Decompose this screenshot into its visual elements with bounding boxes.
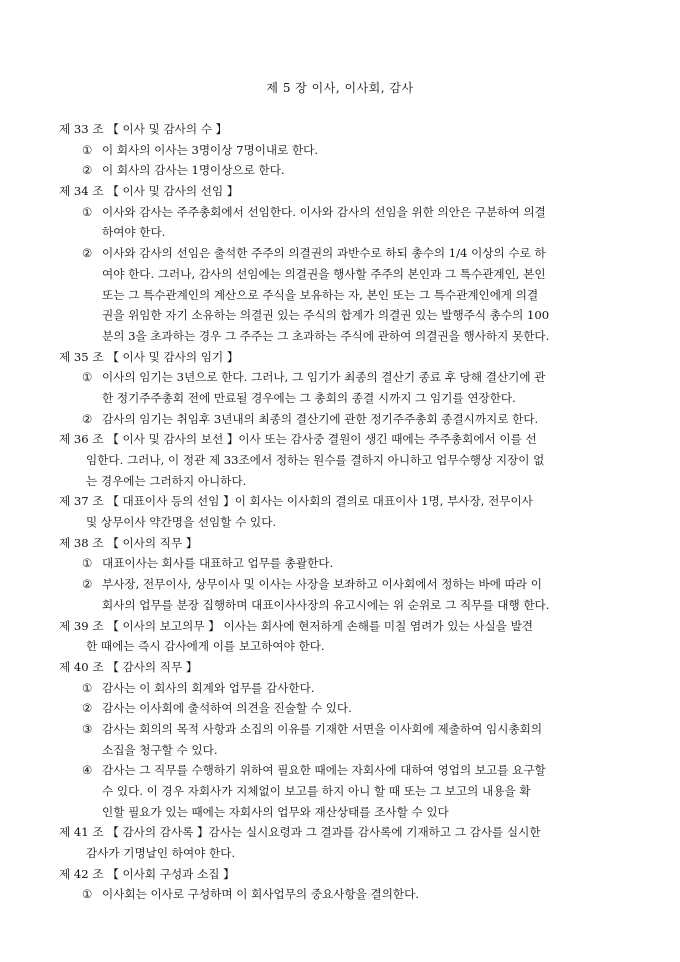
line-text: 제 33 조 【 이사 및 감사의 수 】 [59, 122, 228, 136]
article-continuation [0, 512, 680, 533]
line-text: 수 있다. 이 경우 자회사가 지체없이 보고를 하지 아니 할 때 또는 그 보고의 내용을 확 [102, 784, 531, 798]
clause-number: ④ [82, 763, 93, 778]
article-heading [0, 181, 680, 202]
line-text: 분의 3을 초과하는 경우 그 주주는 그 초과하는 주식에 관하여 의결권을 행사하지 못한다. [102, 328, 550, 343]
line-text: 및 상무이사 약간명을 선임할 수 있다. [86, 515, 277, 530]
clause-number: ③ [82, 721, 93, 736]
clause-number: ① [82, 204, 93, 219]
clause-item [0, 884, 680, 905]
chapter-title: 제 5 장 이사, 이사회, 감사 [266, 81, 414, 95]
line-text: 감사는 이 회사의 회계와 업무를 감사한다. [102, 680, 315, 695]
clause-item [0, 678, 680, 699]
line-text: 제 40 조 【 감사의 직무 】 [59, 659, 198, 674]
clause-item [0, 760, 680, 781]
line-text: 이 회사의 감사는 1명이상으로 한다. [102, 163, 285, 178]
line-text: 소집을 청구할 수 있다. [102, 742, 218, 757]
line-text: 제 36 조 【 이사 및 감사의 보선 】이사 또는 감사중 결원이 생긴 때에는 주주총회에서 이를 선 [59, 432, 537, 447]
line-text: 는 경우에는 그러하지 아니하다. [86, 473, 247, 488]
article-heading [0, 616, 680, 637]
clause-item [0, 409, 680, 430]
clause-continuation [0, 285, 680, 306]
line-text: 제 38 조 【 이사의 직무 】 [59, 535, 198, 550]
article-heading [0, 429, 680, 450]
clause-item [0, 243, 680, 264]
article-heading [0, 119, 680, 140]
clause-continuation [0, 388, 680, 409]
clause-number: ② [82, 577, 93, 592]
line-text: 감사의 임기는 취임후 3년내의 최종의 결산기에 관한 정기주주총회 종결시까지로 한다. [102, 411, 539, 426]
line-text: 이사와 감사는 주주총회에서 선임한다. 이사와 감사의 선임을 위한 의안은 구분하여 의결 [102, 204, 546, 219]
clause-number: ① [82, 142, 93, 157]
line-text: 하여야 한다. [102, 225, 166, 240]
line-text: 감사는 그 직무를 수행하기 위하여 필요한 때에는 자회사에 대하여 영업의 보고를 요구할 [102, 763, 546, 778]
article-continuation [0, 636, 680, 657]
clause-item [0, 160, 680, 181]
clause-item [0, 140, 680, 161]
line-text: 또는 그 특수관계인의 계산으로 주식을 보유하는 자, 본인 또는 그 특수관계인에게 의결 [102, 287, 539, 302]
clause-number: ① [82, 680, 93, 695]
line-text: 대표이사는 회사를 대표하고 업무를 총괄한다. [102, 556, 334, 571]
clause-number: ② [82, 163, 93, 178]
line-text: 한 때에는 즉시 감사에게 이를 보고하여야 한다. [86, 639, 325, 654]
article-heading [0, 657, 680, 678]
line-text: 감사는 회의의 목적 사항과 소집의 이유를 기재한 서면을 이사회에 제출하여 임시총회의 [102, 721, 543, 736]
clause-item [0, 574, 680, 595]
article-heading [0, 491, 680, 512]
line-text: 제 39 조 【 이사의 보고의무 】 이사는 회사에 현저하게 손해를 미칠 염려가 있는 사실을 발견 [59, 618, 534, 633]
clause-item [0, 719, 680, 740]
clause-number: ② [82, 701, 93, 716]
article-heading [0, 533, 680, 554]
article-heading [0, 347, 680, 368]
clause-continuation [0, 740, 680, 761]
line-text: 이사와 감사의 선임은 출석한 주주의 의결권의 과반수로 하되 총수의 1/4 이상의 수로 하 [102, 246, 546, 261]
clause-number: ① [82, 887, 93, 902]
line-text: 여야 한다. 그러나, 감사의 선임에는 의결권을 행사할 주주의 본인과 그 특수관계인, 본인 [102, 266, 546, 281]
clause-continuation [0, 781, 680, 802]
line-text: 제 42 조 【 이사회 구성과 소집 】 [59, 866, 235, 881]
clause-continuation [0, 305, 680, 326]
line-text: 이사의 임기는 3년으로 한다. 그러나, 그 임기가 최종의 결산기 종료 후 당해 결산기에 관 [102, 370, 546, 385]
article-continuation [0, 471, 680, 492]
document-body [0, 119, 680, 905]
line-text: 부사장, 전무이사, 상무이사 및 이사는 사장을 보좌하고 이사회에서 정하는 바에 따라 이 [102, 577, 542, 592]
line-text: 한 정기주주총회 전에 만료될 경우에는 그 총회의 종결 시까지 그 임기를 연장한다. [102, 390, 516, 405]
line-text: 제 35 조 【 이사 및 감사의 임기 】 [59, 349, 239, 364]
line-text: 제 34 조 【 이사 및 감사의 선임 】 [59, 184, 239, 199]
line-text: 제 37 조 【 대표이사 등의 선임 】이 회사는 이사회의 결의로 대표이사 1명, 부사장, 전무이사 [59, 494, 533, 509]
clause-item [0, 553, 680, 574]
line-text: 이 회사의 이사는 3명이상 7명이내로 한다. [102, 142, 319, 157]
clause-continuation [0, 264, 680, 285]
line-text: 회사의 업무를 분장 집행하며 대표이사사장의 유고시에는 위 순위로 그 직무를 대행 한다. [102, 597, 550, 612]
article-heading [0, 822, 680, 843]
article-continuation [0, 843, 680, 864]
line-text: 감사는 이사회에 출석하여 의견을 진술할 수 있다. [102, 701, 352, 716]
line-text: 권을 위임한 자기 소유하는 의결권 있는 주식의 합계가 의결권 있는 발행주식 총수의 100 [102, 308, 550, 323]
clause-number: ② [82, 411, 93, 426]
clause-item [0, 698, 680, 719]
clause-item [0, 202, 680, 223]
line-text: 인할 필요가 있는 때에는 자회사의 업무와 재산상태를 조사할 수 있다 [102, 804, 449, 819]
line-text: 이사회는 이사로 구성하며 이 회사업무의 중요사항을 결의한다. [102, 887, 419, 902]
clause-continuation [0, 326, 680, 347]
line-text: 감사가 기명날인 하여야 한다. [86, 846, 236, 861]
clause-number: ① [82, 556, 93, 571]
line-text: 임한다. 그러나, 이 정관 제 33조에서 정하는 원수를 결하지 아니하고 업무수행상 지장이 없 [86, 453, 545, 467]
clause-number: ① [82, 370, 93, 385]
line-text: 제 41 조 【 감사의 감사록 】감사는 실시요령과 그 결과를 감사록에 기재하고 그 감사를 실시한 [59, 825, 541, 840]
article-continuation [0, 450, 680, 471]
clause-continuation [0, 595, 680, 616]
clause-continuation [0, 222, 680, 243]
clause-item [0, 367, 680, 388]
clause-continuation [0, 802, 680, 823]
article-heading [0, 864, 680, 885]
clause-number: ② [82, 246, 93, 261]
